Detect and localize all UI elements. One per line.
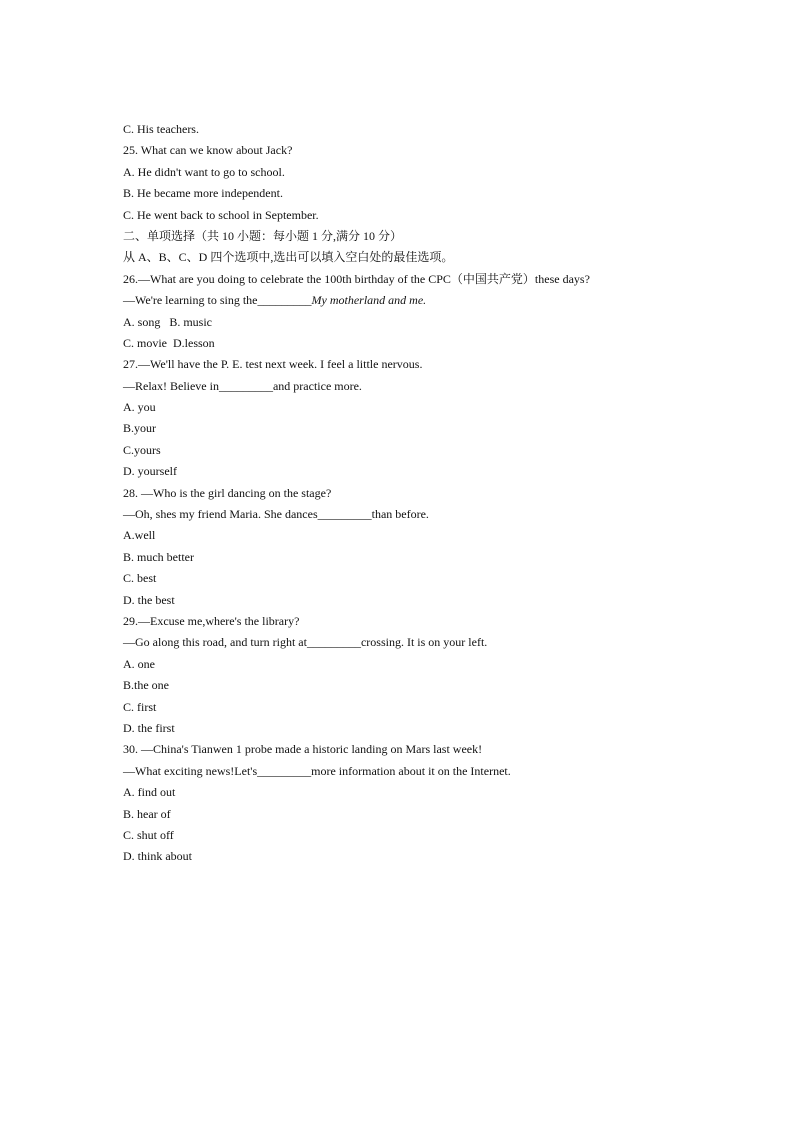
q30-option-a: A. find out xyxy=(123,785,176,800)
q25-option-a: A. He didn't want to go to school. xyxy=(123,164,285,179)
q29-option-a: A. one xyxy=(123,656,155,671)
q25-option-b: B. He became more independent. xyxy=(123,186,283,201)
q29-option-d: D. the first xyxy=(123,720,175,735)
q28-response: —Oh, shes my friend Maria. She dances_________than before. xyxy=(123,507,429,522)
q25-option-c: C. He went back to school in September. xyxy=(123,207,319,222)
q26-question: 26.—What are you doing to celebrate the 100th birthday of the CPC（中国共产党）these days? xyxy=(123,271,590,286)
q28-option-d: D. the best xyxy=(123,592,175,607)
q30-option-d: D. think about xyxy=(123,849,192,864)
q28-option-a: A.well xyxy=(123,528,156,543)
q27-option-a: A. you xyxy=(123,400,156,415)
q26-options-ab: A. song B. music xyxy=(123,314,213,329)
q27-question: 27.—We'll have the P. E. test next week. I feel a little nervous. xyxy=(123,357,423,372)
q27-option-b: B.your xyxy=(123,421,156,436)
q28-question: 28. —Who is the girl dancing on the stage? xyxy=(123,485,332,500)
q30-question: 30. —China's Tianwen 1 probe made a historic landing on Mars last week! xyxy=(123,742,483,757)
q26-options-cd: C. movie D.lesson xyxy=(123,335,215,350)
q27-response: —Relax! Believe in_________and practice more. xyxy=(123,378,362,393)
q30-response: —What exciting news!Let's_________more information about it on the Internet. xyxy=(123,763,511,778)
q30-option-c: C. shut off xyxy=(123,827,174,842)
q29-option-c: C. first xyxy=(123,699,157,714)
q29-question: 29.—Excuse me,where's the library? xyxy=(123,613,300,628)
section-heading: 二、单项选择（共 10 小题：每小题 1 分,满分 10 分） xyxy=(123,228,403,243)
q28-option-b: B. much better xyxy=(123,549,194,564)
q27-option-d: D. yourself xyxy=(123,464,177,479)
q27-option-c: C.yours xyxy=(123,442,161,457)
q29-option-b: B.the one xyxy=(123,678,169,693)
q29-response: —Go along this road, and turn right at_________crossing. It is on your left. xyxy=(123,635,488,650)
section-instructions: 从 A、B、C、D 四个选项中,选出可以填入空白处的最佳选项。 xyxy=(123,250,454,265)
q30-option-b: B. hear of xyxy=(123,806,171,821)
q26-response-text: —We're learning to sing the_________ xyxy=(123,293,312,308)
q24-option-c: C. His teachers. xyxy=(123,122,199,136)
q26-response xyxy=(123,290,683,311)
q25-question: 25. What can we know about Jack? xyxy=(123,143,293,158)
q26-song-title: My motherland and me. xyxy=(311,293,427,308)
question-content xyxy=(123,119,683,868)
q28-option-c: C. best xyxy=(123,571,157,586)
